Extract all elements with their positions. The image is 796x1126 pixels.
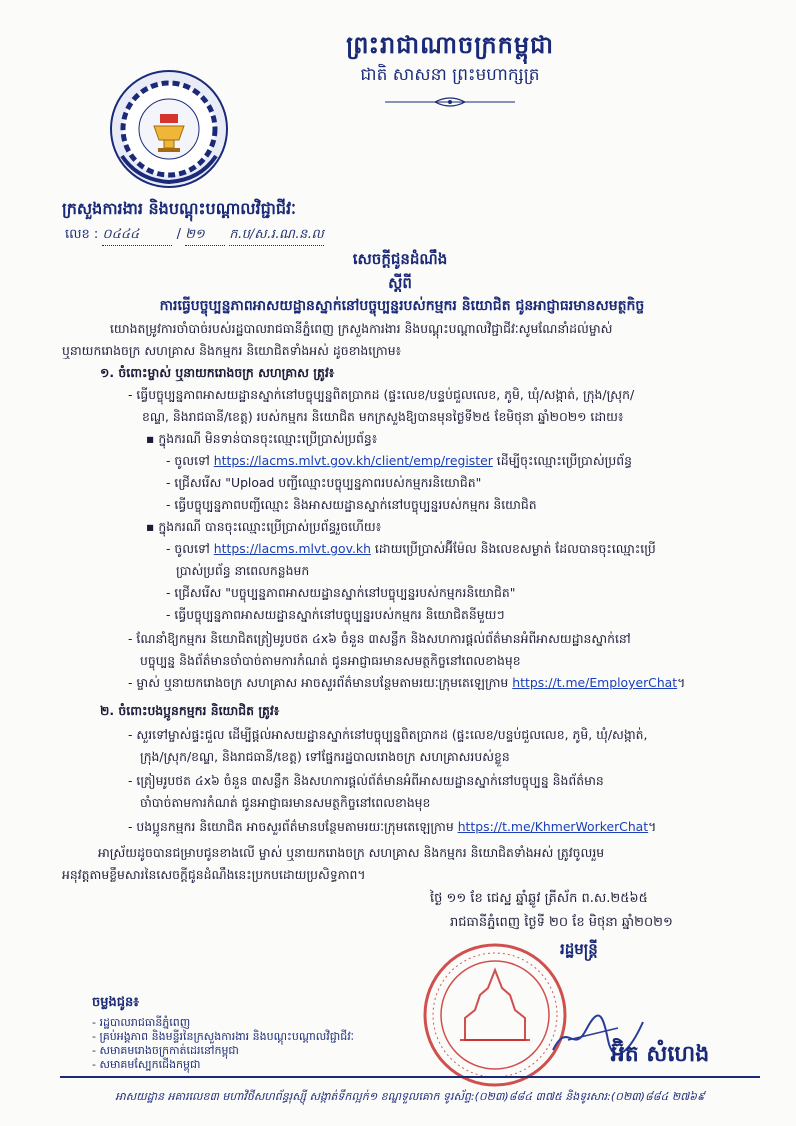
case-1-step-1: - ចូលទៅ https://lacms.mlvt.gov.kh/client/emp/register ដើម្បីចុះឈ្មោះប្រើប្រាស់ប្រព័ន្ធ — [166, 453, 632, 468]
section-2-heading: ២. ចំពោះបងប្អូនកម្មករ និយោជិត ត្រូវ៖ — [100, 703, 280, 718]
section-1-heading: ១. ចំពោះម្ចាស់ ឬនាយករោងចក្រ សហគ្រាស ត្រូវ៖ — [100, 365, 335, 380]
register-link[interactable]: https://lacms.mlvt.gov.kh/client/emp/register — [213, 453, 493, 468]
place-and-date: រាជធានីភ្នំពេញ ថ្ងៃទី ២០ ខែ មិថុនា ឆ្នាំ២០២១ — [450, 915, 673, 930]
national-motto: ជាតិ សាសនា ព្រះមហាក្សត្រ — [360, 65, 540, 85]
section-1-item-a-line-2: ខណ្ឌ, និងរាជធានី/ខេត្ត) របស់កម្មករ និយោជិត មកក្រសួងឱ្យបានមុនថ្ងៃទី២៥ ខែមិថុនា ឆ្នាំ២០២១ ដោយ៖ — [142, 409, 624, 424]
intro-line-1: យោងតម្រូវការចាំបាច់របស់រដ្ឋបាលរាជធានីភ្នំពេញ ក្រសួងការងារ និងបណ្តុះបណ្តាលវិជ្ជាជីវៈសូមណែនាំដល់ម្ចាស់ — [110, 321, 613, 336]
notice-subject: ការធ្វើបច្ចុប្បន្នភាពអាសយដ្ឋានស្នាក់នៅបច្ចុប្បន្នរបស់កម្មករ និយោជិត ជូនអាជ្ញាធរមានសមត្ថកិច្ច — [159, 298, 645, 314]
login-link[interactable]: https://lacms.mlvt.gov.kh — [213, 541, 371, 556]
section-1-item-a-line-1: - ធ្វើបច្ចុប្បន្នភាពអាសយដ្ឋានស្នាក់នៅបច្ចុប្បន្នពិតប្រាកដ (ផ្ទះលេខ/បន្ទប់ជួលលេខ, ភូមិ, ឃុំ/សង្កាត់, ក្រុង/ស្រុក/ — [128, 387, 635, 402]
reference-suffix: ក.ប/ស.រ.ណ.ន.ល — [229, 227, 324, 242]
section-2-item-b-cont: ចាំបាច់តាមការកំណត់ ជូនអាជ្ញាធរមានសមត្ថកិច្ចនៅពេលខាងមុខ — [140, 795, 431, 810]
employer-chat-link[interactable]: https://t.me/EmployerChat — [512, 675, 678, 690]
case-1-step-2: - ជ្រើសរើស "Upload បញ្ជីឈ្មោះបច្ចុប្បន្នភាពរបស់កម្មករនិយោជិត" — [166, 475, 482, 490]
position-title: រដ្ឋមន្ត្រី — [560, 940, 598, 958]
section-2-item-c: - បងប្អូនកម្មករ និយោជិត អាចសួរព័ត៌មានបន្ថែមតាមរយៈក្រុមតេឡេក្រាម https://t.me/KhmerWorkerChat។ — [128, 819, 657, 834]
footer-address: អាសយដ្ឋាន អគារលេខ៣ មហាវិថីសហព័ន្ធរុស្ស៊ី សង្កាត់ទឹកល្អក់១ ខណ្ឌទួលគោក ទូរស័ព្ទ:(០២៣)៨៨៤ ៣៧៥ និងទូរសារ:(០២៣)៨៨៤ ២៧៦៩ — [115, 1090, 705, 1103]
section-1-item-c: - ម្ចាស់ ឬនាយករោងចក្រ សហគ្រាស អាចសួរព័ត៌មានបន្ថែមតាមរយៈក្រុមតេឡេក្រាម https://t.me/EmployerChat។ — [128, 675, 686, 690]
signatory-name: អ៊ិត សំហេង — [610, 1042, 710, 1067]
closing-line-1: អាស្រ័យដូចបានជម្រាបជូនខាងលើ ម្ចាស់ ឬនាយករោងចក្រ សហគ្រាស និងកម្មករ និយោជិតទាំងអស់ ត្រូវចូលរួម — [98, 845, 605, 860]
section-1-item-b-cont: បច្ចុប្បន្ន និងព័ត៌មានចាំបាច់តាមការកំណត់ ជូនអាជ្ញាធរមានសមត្ថកិច្ចនៅពេលខាងមុខ — [140, 653, 521, 668]
cc-title: ចម្លងជូន៖ — [92, 995, 139, 1010]
case-1-heading: ▪ ក្នុងករណី មិនទាន់បានចុះឈ្មោះប្រើប្រាស់ប្រព័ន្ធ៖ — [146, 431, 378, 446]
intro-line-2: ឬនាយករោងចក្រ សហគ្រាស និងកម្មករ និយោជិតទាំងអស់ ដូចខាងក្រោម៖ — [62, 343, 402, 358]
worker-chat-link[interactable]: https://t.me/KhmerWorkerChat — [457, 819, 649, 834]
case-2-step-3: - ធ្វើបច្ចុប្បន្នភាពអាសយដ្ឋានស្នាក់នៅបច្ចុប្បន្នរបស់កម្មករ និយោជិតនីមួយៗ — [166, 607, 505, 622]
ministry-logo — [108, 68, 230, 190]
section-2-item-b: - ត្រៀមរូបថត ៤x៦ ចំនួន ៣សន្លឹក និងសហការផ្តល់ព័ត៌មានអំពីអាសយដ្ឋានស្នាក់នៅបច្ចុប្បន្ន និងព័ត៌មាន — [128, 773, 604, 788]
ministry-name: ក្រសួងការងារ និងបណ្តុះបណ្តាលវិជ្ជាជីវៈ — [62, 199, 296, 218]
lunar-date: ថ្ងៃ ១១ ខែ ជេស្ឋ ឆ្នាំឆ្លូវ ត្រីស័ក ព.ស.២៥៦៥ — [430, 891, 648, 906]
case-2-step-1-cont: ប្រាស់ប្រព័ន្ធ នាពេលកន្លងមក — [176, 563, 310, 578]
kingdom-heading: ព្រះរាជាណាចក្រកម្ពុជា — [346, 31, 554, 59]
case-2-step-1: - ចូលទៅ https://lacms.mlvt.gov.kh ដោយប្រើប្រាស់អ៊ីម៉ែល និងលេខសម្ងាត់ ដែលបានចុះឈ្មោះប្រើ — [166, 541, 656, 556]
section-1-item-b: - ណែនាំឱ្យកម្មករ និយោជិតត្រៀមរូបថត ៤x៦ ចំនួន ៣សន្លឹក និងសហការផ្តល់ព័ត៌មានអំពីអាសយដ្ឋានស្នាក់នៅ — [128, 631, 631, 646]
closing-line-2: អនុវត្តតាមខ្លឹមសារនៃសេចក្តីជូនដំណឹងនេះប្រកបដោយប្រសិទ្ធភាព។ — [62, 867, 366, 882]
reference-label: លេខ — [65, 227, 90, 242]
case-2-heading: ▪ ក្នុងករណី បានចុះឈ្មោះប្រើប្រាស់ប្រព័ន្ធរួចហើយ៖ — [146, 519, 382, 534]
case-1-step-3: - ធ្វើបច្ចុប្បន្នភាពបញ្ជីឈ្មោះ និងអាសយដ្ឋានស្នាក់នៅបច្ចុប្បន្នរបស់កម្មករ និយោជិត — [166, 497, 537, 512]
section-2-item-a-line-1: - សួរទៅម្ចាស់ផ្ទះជួល ដើម្បីផ្តល់អាសយដ្ឋានស្នាក់នៅបច្ចុប្បន្នពិតប្រាកដ (ផ្ទះលេខ/បន្ទប់ជួលលេខ, ភូមិ, ឃុំ/សង្កាត់, — [128, 727, 648, 742]
cc-item: - សមាគមរោងចក្រកាត់ដេរនៅកម្ពុជា — [92, 1044, 239, 1057]
ornament-divider — [375, 94, 525, 110]
footer-rule — [60, 1076, 760, 1078]
case-2-step-2: - ជ្រើសរើស "បច្ចុប្បន្នភាពអាសយដ្ឋានស្នាក់នៅបច្ចុប្បន្នរបស់កម្មករនិយោជិត" — [166, 585, 516, 600]
regarding-label: ស្តីពី — [388, 274, 412, 292]
reference-line: លេខ : ០៤៤៤ / ២១ ក.ប/ស.រ.ណ.ន.ល — [65, 226, 365, 246]
cc-item: - គ្រប់អង្គភាព និងមន្ទីរនៃក្រសួងការងារ និងបណ្តុះបណ្តាលវិជ្ជាជីវៈ — [92, 1030, 355, 1043]
notice-title: សេចក្តីជូនដំណឹង — [352, 250, 448, 268]
reference-year: ២១ — [185, 227, 205, 242]
cc-item: - រដ្ឋបាលរាជធានីភ្នំពេញ — [92, 1016, 191, 1029]
section-2-item-a-line-2: ក្រុង/ស្រុក/ខណ្ឌ, និងរាជធានី/ខេត្ត) ទៅផ្នែករដ្ឋបាលរោងចក្រ សហគ្រាសរបស់ខ្លួន — [140, 749, 510, 764]
cc-item: - សមាគមស្បែកជើងកម្ពុជា — [92, 1058, 201, 1071]
reference-number: ០៤៤៤ — [102, 227, 140, 242]
